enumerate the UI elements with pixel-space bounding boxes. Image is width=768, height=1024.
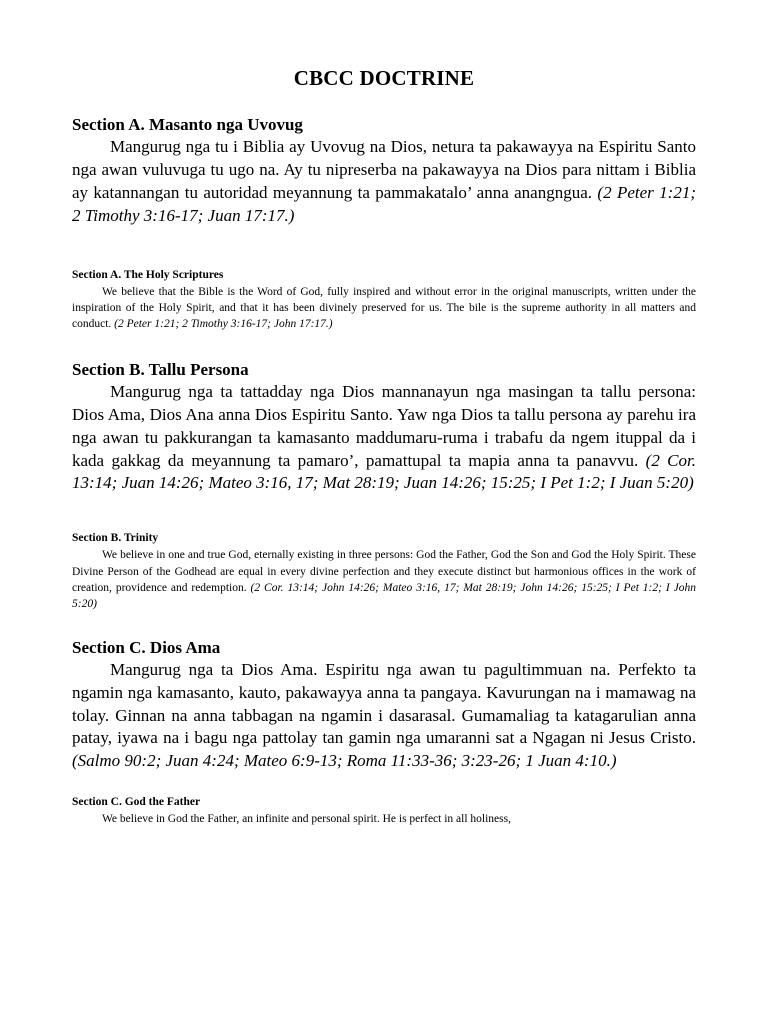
section-c-block bbox=[72, 637, 696, 774]
section-a-body bbox=[72, 136, 696, 227]
english-section-c-heading: Section C. God the Father bbox=[72, 796, 201, 809]
english-section-c-block bbox=[72, 795, 696, 827]
section-c-heading: Section C. Dios Ama bbox=[72, 637, 221, 657]
section-b-reference: (2 Cor. 13:14; Juan 14:26; Mateo 3:16, 17; Mat 28:19; Juan 14:26; 15:25; I Pet 1:2; I Juan 5:20) bbox=[72, 450, 697, 493]
section-a-heading: Section A. Masanto nga Uvovug bbox=[72, 115, 303, 135]
english-section-a-reference: (2 Peter 1:21; 2 Timothy 3:16-17; John 17:17.) bbox=[114, 318, 333, 331]
english-section-b-body bbox=[72, 547, 696, 612]
english-section-c-body-text: We believe in God the Father, an infinite and personal spirit. He is perfect in all holiness, bbox=[102, 813, 511, 826]
section-c-body bbox=[72, 659, 696, 773]
page-title: CBCC DOCTRINE bbox=[293, 66, 475, 90]
section-a-body-text: Mangurug nga tu i Biblia ay Uvovug na Dios, netura ta pakawayya na Espiritu Santo nga awan vuluvuga tu ugo na. Ay tu nipreserba na pakawayya na Dios para nittam i Biblia ay katannangan tu autoridad meyannung ta pammakatalo’ anna anangngua. bbox=[72, 137, 696, 203]
english-section-a-heading: Section A. The Holy Scriptures bbox=[72, 268, 224, 281]
section-b-heading: Section B. Tallu Persona bbox=[72, 359, 249, 379]
section-c-reference: (Salmo 90:2; Juan 4:24; Mateo 6:9-13; Roma 11:33-36; 3:23-26; 1 Juan 4:10.) bbox=[72, 751, 617, 771]
section-c-body-text: Mangurug nga ta Dios Ama. Espiritu nga awan tu pagultimmuan na. Perfekto ta ngamin nga kamasanto, kauto, pakawayya anna ta pangaya. Kavurungan na i mamawag na tolay. Ginnan na anna tabbagan na ngamin i dasarasal. Gumamaliag ta katagarulian anna patay, iyawa na i bagu nga pattolay tan gamin nga umaranni sat a Ngagan ni Jesus Cristo. bbox=[72, 659, 696, 748]
english-section-b-block bbox=[72, 531, 696, 612]
english-section-b-body-text: We believe in one and true God, eternally existing in three persons: God the Father, God the Son and God the Holy Spirit. These Divine Person of the Godhead are equal in every divine perfection and they execute distinct but harmonious offices in the work of creation, providence and redemption. bbox=[72, 549, 696, 594]
section-b-body bbox=[72, 381, 696, 495]
english-section-c-body bbox=[72, 811, 696, 827]
english-section-a-body bbox=[72, 284, 696, 333]
english-section-b-reference: (2 Cor. 13:14; John 14:26; Mateo 3:16, 17; Mat 28:19; John 14:26; 15:25; I Pet 1:2; I John 5:20) bbox=[72, 581, 696, 611]
english-section-b-heading: Section B. Trinity bbox=[72, 532, 159, 545]
section-a-reference: (2 Peter 1:21; 2 Timothy 3:16-17; Juan 17:17.) bbox=[72, 183, 696, 225]
section-b-block bbox=[72, 359, 696, 496]
section-a-block bbox=[72, 114, 696, 228]
section-b-body-text: Mangurug nga ta tattadday nga Dios mannanayun nga masingan ta tallu persona: Dios Ama, Dios Ana anna Dios Espiritu Santo. Yaw nga Dios ta tallu persona ay parehu ira nga awan tu pakkurangan ta kamasanto maddumaru-ruma i trabafu da ngem ituppal da i kada gakkag da meyannung ta pamaro’, pamattupal ta mapia anna ta panavvu. bbox=[72, 382, 696, 470]
english-section-a-body-text: We believe that the Bible is the Word of God, fully inspired and without error in the original manuscripts, written under the inspiration of the Holy Spirit, and that it has been divinely preserved for us. The bile is the supreme authority in all matters and conduct. bbox=[72, 285, 696, 331]
english-section-a-block bbox=[72, 268, 696, 333]
